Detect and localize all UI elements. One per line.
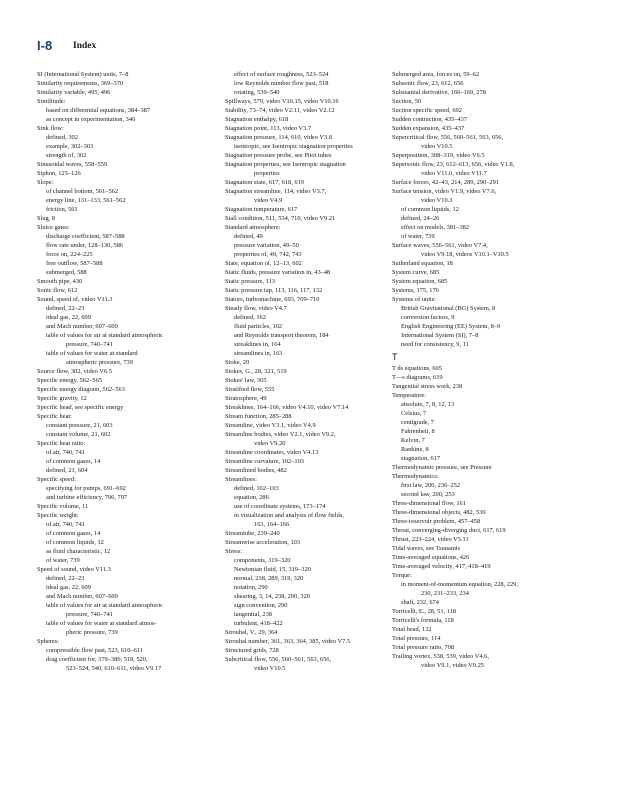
index-subentry: and Mach number, 607–609 [46,323,118,330]
index-subentry: ideal gas, 22, 609 [46,314,91,321]
index-entry: Total head, 132 [392,626,432,633]
index-subentry: Newtonian fluid, 15, 319–320 [234,566,311,573]
index-entry: Suction, 50 [392,98,422,105]
index-entry: Total pressure, 114 [392,635,441,642]
index-subentry: pheric pressure, 739 [66,629,118,636]
index-entry: Static fluids, pressure variation in, 43–48 [225,269,331,276]
index-entry: Stagnation pressure probe, see Pitot tubes [225,152,332,159]
index-subentry: English Engineering (EE) System, 8–9 [401,323,501,330]
index-subentry: 163, 164–166 [254,521,290,528]
index-entry: Stability, 73–74, video V2.11, video V2.12 [225,107,335,114]
index-entry: Specific volume, 11 [37,503,89,510]
index-entry: Stratified flow, 555 [225,386,275,393]
index-subentry: defined, 22–23 [46,305,85,312]
index-entry: Surface forces, 42–43, 214, 289, 290–291 [392,179,500,186]
index-subentry: table of values for water at standard [46,350,138,357]
index-subentry: absolute, 7, 8, 12, 13 [401,401,455,408]
index-entry: Similarity requirements, 369–370 [37,80,124,87]
index-entry: Streamlines: [225,476,257,483]
index-subentry: defined, 24–26 [401,215,440,222]
index-entry: Strouhal, V., 29, 364 [225,629,278,636]
index-subentry: rotating, 539–540 [234,89,280,96]
index-entry: Subsonic flow, 23, 612, 656 [392,80,464,87]
index-subentry: 230, 231–233, 234 [421,590,469,597]
index-entry: Spheres: [37,638,60,645]
index-subentry: of channel bottom, 561–562 [46,188,119,195]
index-entry: Stagnation state, 617, 618, 619 [225,179,304,186]
index-subentry: Celsius, 7 [401,410,427,417]
index-entry: Sutherland equation, 18 [392,260,453,267]
index-entry: Static pressure tap, 113, 116, 117, 132 [225,287,323,294]
index-entry: Specific weight: [37,512,79,519]
index-subentry: defined, 22–23 [46,575,85,582]
index-subentry: stagnation, 617 [401,455,441,462]
index-entry: Supercritical flow, 556, 560–561, 563, 656, [392,134,504,141]
index-entry: Time-averaged equations, 426 [392,554,470,561]
index-entry: Specific heat ratio: [37,440,86,447]
index-subentry: friction, 561 [46,206,78,213]
index-entry: Systems of units: [392,296,437,303]
index-entry: Trailing vortex, 538, 539, video V4.6, [392,653,489,660]
index-entry: Source flow, 302, video V6.5 [37,368,112,375]
index-entry: Stagnation properties, see Isentropic stagnation [225,161,346,168]
index-entry: Stream function, 285–288 [225,413,292,420]
index-subentry: strength of, 302 [46,152,87,159]
index-subentry: of common liquids, 12 [46,539,104,546]
index-subentry: properties [254,170,280,177]
index-subentry: turbulent, 418–422 [234,620,283,627]
index-entry: Streamline bodies, video V2.1, video V9.2, [225,431,336,438]
index-entry: SI (International System) units, 7–8 [37,71,129,78]
index-subentry: flow rate under, 128–130, 586 [46,242,124,249]
index-column-3 [392,70,592,670]
index-entry: Streaklines, 164–166, video V4.10, video V7.14 [225,404,349,411]
index-subentry: properties of, 49, 742, 743 [234,251,302,258]
index-subentry: low Reynolds number flow past, 518 [234,80,329,87]
index-entry: Thermodynamic pressure, see Pressure [392,464,492,471]
index-entry: Stokes, G., 28, 321, 519 [225,368,287,375]
index-entry: Sluice gates: [37,224,70,231]
index-entry: Static pressure, 113 [225,278,275,285]
index-subentry: pressure, 740–741 [66,341,113,348]
index-entry: Substantial derivative, 166–169, 278 [392,89,486,96]
index-entry: Stagnation point, 113, video V3.7 [225,125,312,132]
index-entry: Stagnation temperature, 617 [225,206,298,213]
index-entry: Specific head, see specific energy [37,404,124,411]
index-subentry: table of values for air at standard atmospheric [46,602,163,609]
index-entry: Standard atmosphere: [225,224,281,231]
index-subentry: of common liquids, 12 [401,206,459,213]
index-subentry: constant pressure, 21, 603 [46,422,113,429]
index-entry: Speed of sound, video V11.3 [37,566,111,573]
index-subentry: use of coordinate systems, 173–174 [234,503,326,510]
index-subentry: as concept in experimentation, 346 [46,116,136,123]
index-entry: Spillways, 579, video V10.15, video V10.16 [225,98,339,105]
index-subentry: centigrade, 7 [401,419,435,426]
index-entry: Tidal waves, see Tsunamis [392,545,461,552]
index-subentry: tangential, 238 [234,611,272,618]
index-entry: T—s diagrams, 619 [392,374,443,381]
index-subentry: of common gases, 14 [46,458,101,465]
index-entry: State, equation of, 12–13, 602 [225,260,302,267]
index-entry: Suction specific speed, 692 [392,107,462,114]
index-entry: Slug, 8 [37,215,56,222]
index-subentry: Kelvin, 7 [401,437,425,444]
index-subentry: of water, 739 [46,557,80,564]
index-entry: Three-dimensional objects, 482, 530 [392,509,486,516]
index-subentry: normal, 238, 289, 319, 320 [234,575,304,582]
index-entry: Time-averaged velocity, 417, 418–419 [392,563,491,570]
index-subentry: and Mach number, 607–609 [46,593,118,600]
index-entry: Submerged area, forces on, 59–62 [392,71,480,78]
index-subentry: in moment-of-momentum equation, 228, 229, [401,581,518,588]
index-entry: Surface waves, 556–561, video V7.4, [392,242,488,249]
index-subentry: shearing, 3, 14, 238, 290, 320 [234,593,310,600]
index-subentry: and turbine efficiency, 706, 707 [46,494,128,501]
section-letter: T [392,352,398,362]
index-subentry: effect on models, 381–382 [401,224,470,231]
index-subentry: video V10.5 [254,665,286,672]
index-entry: Smooth pipe, 430 [37,278,83,285]
page-label: Index [73,41,97,51]
index-subentry: based on differential equations, 384–387 [46,107,151,114]
index-entry: Stagnation enthalpy, 618 [225,116,289,123]
index-subentry: video V10.5 [421,143,453,150]
index-entry: Stokes' law, 365 [225,377,267,384]
index-entry: Similitude: [37,98,66,105]
index-subentry: defined, 302 [46,134,78,141]
index-entry: Slope: [37,179,54,186]
index-subentry: pressure, 740–741 [66,611,113,618]
index-subentry: and Reynolds transport theorem, 184 [234,332,329,339]
index-subentry: of air, 740, 741 [46,521,85,528]
index-entry: Subcritical flow, 556, 560–561, 563, 656, [225,656,332,663]
index-subentry: video V10.3 [421,197,453,204]
index-entry: Torricelli, E., 28, 51, 118 [392,608,457,615]
index-subentry: streamlines in, 163 [234,350,283,357]
index-subentry: in visualization and analysis of flow fields, [234,512,344,519]
index-subentry: compressible flow past, 523, 610–611 [46,647,144,654]
index-entry: Total pressure ratio, 708 [392,644,455,651]
index-entry: Systems, 175, 176 [392,287,439,294]
index-subentry: video V4.9 [254,197,283,204]
index-subentry: fluid particles, 102 [234,323,283,330]
index-subentry: streaklines in, 164 [234,341,281,348]
index-entry: Sinusoidal waves, 558–559 [37,161,108,168]
index-subentry: effect of surface roughness, 523–524 [234,71,329,78]
index-entry: Streamtube, 239–240 [225,530,280,537]
index-entry: Sudden expansion, 435–437 [392,125,465,132]
index-subentry: video V9.1, video V9.25 [421,662,484,669]
index-subentry: need for consistency, 9, 11 [401,341,469,348]
index-subentry: as fluid characteristic, 12 [46,548,111,555]
index-entry: Stagnation pressure, 114, 610, video V3.8 [225,134,333,141]
index-entry: Stratosphere, 49 [225,395,267,402]
index-column-2 [225,70,415,673]
index-subentry: defined, 162 [234,314,266,321]
index-entry: System curve, 685 [392,269,440,276]
index-entry: Steady flow, video V4.7 [225,305,287,312]
index-entry: Structured grids, 728 [225,647,279,654]
page-number: I-8 [37,38,53,53]
index-entry: Surface tension, video V1.9, video V7.6, [392,188,497,195]
index-subentry: pressure variation, 49–50 [234,242,299,249]
index-entry: System equation, 685 [392,278,448,285]
index-entry: Three-dimensional flow, 161 [392,500,466,507]
index-subentry: of water, 739 [401,233,435,240]
index-subentry: second law, 200, 253 [401,491,455,498]
index-subentry: components, 319–320 [234,557,291,564]
index-subentry: energy line, 131–133, 561–562 [46,197,126,204]
index-entry: Specific gravity, 12 [37,395,87,402]
index-entry: Streamline coordinates, video V4.13 [225,449,319,456]
index-entry: Temperature: [392,392,426,399]
index-entry: Streamlined bodies, 482 [225,467,287,474]
index-subentry: table of values for air at standard atmospheric [46,332,163,339]
index-entry: Torque: [392,572,412,579]
index-subentry: video V9.18, videos V10.1–V10.5 [421,251,509,258]
index-subentry: first law, 200, 236–252 [401,482,461,489]
index-entry: Stoke, 20 [225,359,250,366]
index-subentry: isentropic, see Isentropic stagnation properties [234,143,353,150]
index-subentry: video V11.6, video V11.7 [421,170,487,177]
index-subentry: of air, 740, 741 [46,449,85,456]
index-entry: Strouhal number, 361, 363, 364, 385, video V7.5 [225,638,351,645]
index-entry: Sound, speed of, video V11.3 [37,296,113,303]
index-subentry: video V9.20 [254,440,286,447]
index-subentry: submerged, 588 [46,269,87,276]
index-entry: Specific heat: [37,413,72,420]
index-subentry: free outflow, 587–588 [46,260,103,267]
index-subentry: Rankine, 8 [401,446,429,453]
index-subentry: example, 302–303 [46,143,94,150]
index-entry: Stress: [225,548,243,555]
index-entry: Three-reservoir problem, 457–458 [392,518,481,525]
index-entry: Superposition, 308–319, video V6.5 [392,152,485,159]
index-entry: Torricelli's formula, 118 [392,617,454,624]
index-entry: Siphon, 125–126 [37,170,81,177]
index-entry: Sudden contraction, 435–437 [392,116,468,123]
index-entry: Streamline curvature, 102–103 [225,458,304,465]
index-entry: Stators, turbomachine, 693, 709–710 [225,296,320,303]
index-entry: Streamwise acceleration, 103 [225,539,301,546]
index-entry: Thrust, 223–224, video V5.11 [392,536,469,543]
index-subentry: shaft, 232, 674 [401,599,439,606]
index-subentry: International System (SI), 7–8 [401,332,479,339]
index-subentry: defined, 102–103 [234,485,279,492]
index-entry: Specific energy diagram, 562–563 [37,386,125,393]
index-subentry: discharge coefficient, 587–588 [46,233,125,240]
index-subentry: ideal gas, 22, 609 [46,584,91,591]
index-subentry: constant volume, 21, 602 [46,431,111,438]
index-subentry: drag coefficient for, 379–380, 518, 520, [46,656,148,663]
index-entry: Specific energy, 562–565 [37,377,102,384]
index-subentry: force on, 224–225 [46,251,93,258]
index-subentry: table of values for water at standard atmos- [46,620,157,627]
index-entry: T ds equations, 605 [392,365,442,372]
index-subentry: equation, 286 [234,494,269,501]
index-entry: Stall condition, 511, 534, 710, video V9.21 [225,215,336,222]
index-entry: Tangential stress work, 238 [392,383,463,390]
index-subentry: British Gravitational (BG) System, 8 [401,305,496,312]
index-column-1 [37,70,227,673]
index-subentry: defined, 21, 604 [46,467,88,474]
index-subentry: of common gases, 14 [46,530,101,537]
index-entry: Similarity variable, 495, 496 [37,89,111,96]
index-entry: Streamline, video V3.1, video V4.9 [225,422,316,429]
index-subentry: defined, 49 [234,233,263,240]
index-entry: Supersonic flow, 23, 612–613, 656, video V1.8, [392,161,515,168]
index-entry: Throat, converging-diverging duct, 617, 619 [392,527,506,534]
index-subentry: sign convention, 290 [234,602,288,609]
index-subentry: 523–524, 540, 610–611, video V9.17 [66,665,162,672]
index-entry: Sonic flow, 612 [37,287,78,294]
index-subentry: conversion factors, 9 [401,314,455,321]
index-subentry: specifying for pumps, 691–692 [46,485,126,492]
index-entry: Sink flow: [37,125,64,132]
index-entry: Stagnation streamline, 114, video V3.7, [225,188,327,195]
index-entry: Specific speed: [37,476,76,483]
index-subentry: notation, 290 [234,584,268,591]
index-subentry: Fahrenheit, 8 [401,428,435,435]
index-entry: Thermodynamics: [392,473,439,480]
index-subentry: atmospheric pressure, 739 [66,359,133,366]
